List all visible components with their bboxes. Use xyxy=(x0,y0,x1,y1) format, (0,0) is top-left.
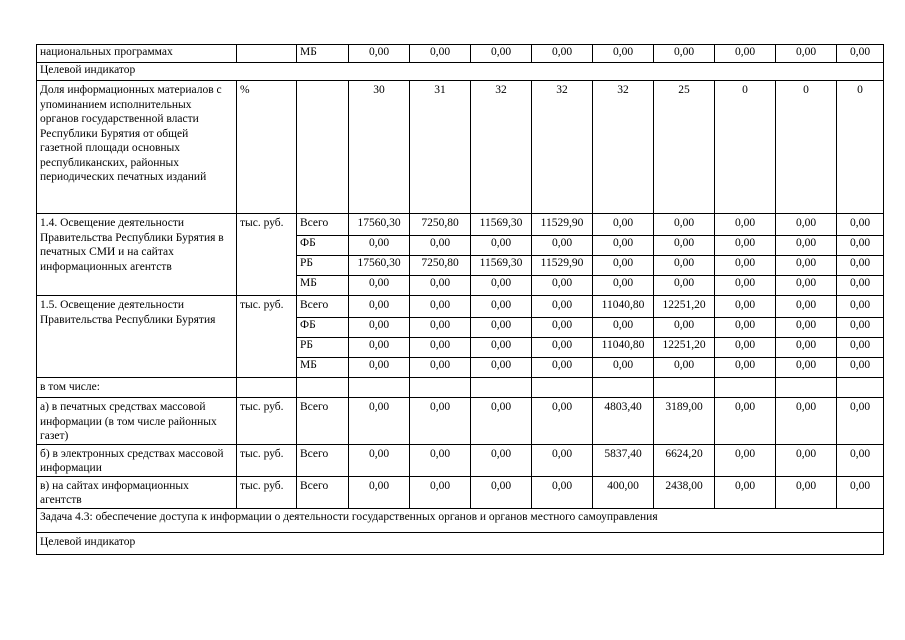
source-cell: РБ xyxy=(297,256,349,276)
value-cell: 0,00 xyxy=(349,318,410,338)
value-cell: 0,00 xyxy=(776,276,837,296)
value-cell: 0,00 xyxy=(349,476,410,508)
source-cell: Всего xyxy=(297,444,349,476)
value-cell: 0,00 xyxy=(532,318,593,338)
value-cell: 0,00 xyxy=(593,236,654,256)
value-cell: 11040,80 xyxy=(593,296,654,318)
value-cell: 0,00 xyxy=(349,296,410,318)
value-cell: 6624,20 xyxy=(654,444,715,476)
table-row xyxy=(37,81,884,214)
value-cell: 0,00 xyxy=(532,476,593,508)
source-cell: ФБ xyxy=(297,318,349,338)
value-cell: 0,00 xyxy=(776,444,837,476)
value-cell: 17560,30 xyxy=(349,256,410,276)
table-body xyxy=(37,45,884,555)
value-cell: 0,00 xyxy=(471,338,532,358)
value-cell: 0,00 xyxy=(715,444,776,476)
value-cell: 0,00 xyxy=(715,476,776,508)
source-cell xyxy=(297,81,349,214)
unit-cell xyxy=(237,378,297,398)
budget-table xyxy=(36,44,884,555)
value-cell: 0,00 xyxy=(837,45,884,63)
value-cell: 0,00 xyxy=(715,318,776,338)
value-cell xyxy=(837,378,884,398)
value-cell: 0,00 xyxy=(837,236,884,256)
value-cell: 0,00 xyxy=(410,276,471,296)
table-row xyxy=(37,378,884,398)
value-cell: 0,00 xyxy=(776,236,837,256)
table-row xyxy=(37,214,884,236)
value-cell: 0,00 xyxy=(837,214,884,236)
unit-cell xyxy=(237,45,297,63)
source-cell: МБ xyxy=(297,45,349,63)
value-cell: 0,00 xyxy=(837,338,884,358)
value-cell: 0,00 xyxy=(471,476,532,508)
value-cell: 400,00 xyxy=(593,476,654,508)
value-cell: 0,00 xyxy=(837,358,884,378)
row-name-cell: 1.5. Освещение деятельности Правительства Республики Бурятия xyxy=(37,296,237,378)
value-cell: 0,00 xyxy=(410,338,471,358)
value-cell: 0,00 xyxy=(410,444,471,476)
value-cell xyxy=(471,378,532,398)
value-cell: 0,00 xyxy=(593,276,654,296)
value-cell: 0,00 xyxy=(715,276,776,296)
value-cell: 0,00 xyxy=(532,444,593,476)
value-cell xyxy=(593,378,654,398)
value-cell: 0,00 xyxy=(654,318,715,338)
value-cell: 0,00 xyxy=(715,45,776,63)
value-cell: 0,00 xyxy=(776,358,837,378)
value-cell: 0,00 xyxy=(776,256,837,276)
table-row xyxy=(37,444,884,476)
value-cell: 0 xyxy=(776,81,837,214)
table-row xyxy=(37,476,884,508)
value-cell: 0,00 xyxy=(776,45,837,63)
value-cell: 11569,30 xyxy=(471,214,532,236)
value-cell: 2438,00 xyxy=(654,476,715,508)
value-cell: 0,00 xyxy=(715,236,776,256)
value-cell: 4803,40 xyxy=(593,398,654,445)
value-cell: 0,00 xyxy=(654,256,715,276)
value-cell: 0,00 xyxy=(410,358,471,378)
value-cell: 0,00 xyxy=(410,45,471,63)
unit-cell: тыс. руб. xyxy=(237,476,297,508)
row-name-cell: 1.4. Освещение деятельности Правительства Республики Бурятия в печатных СМИ и на сайтах информационных агентств xyxy=(37,214,237,296)
value-cell: 0,00 xyxy=(532,358,593,378)
value-cell: 0,00 xyxy=(837,276,884,296)
row-name-cell: б) в электронных средствах массовой информации xyxy=(37,444,237,476)
value-cell: 0,00 xyxy=(349,276,410,296)
value-cell: 0,00 xyxy=(654,276,715,296)
value-cell: 7250,80 xyxy=(410,214,471,236)
value-cell: 12251,20 xyxy=(654,296,715,318)
value-cell: 0,00 xyxy=(471,444,532,476)
value-cell: 0,00 xyxy=(654,45,715,63)
value-cell: 0,00 xyxy=(532,236,593,256)
value-cell: 0,00 xyxy=(593,256,654,276)
value-cell: 0,00 xyxy=(471,236,532,256)
row-name-cell: Доля информационных материалов с упоминанием исполнительных органов государственной власти Республики Бурятия от общей газетной площади основных республиканских, районных периодических печатных изданий xyxy=(37,81,237,214)
value-cell: 0,00 xyxy=(349,444,410,476)
value-cell: 0,00 xyxy=(837,398,884,445)
value-cell: 0,00 xyxy=(837,296,884,318)
value-cell: 32 xyxy=(471,81,532,214)
value-cell: 0 xyxy=(837,81,884,214)
source-cell: Всего xyxy=(297,214,349,236)
value-cell: 0,00 xyxy=(349,398,410,445)
value-cell: 0,00 xyxy=(471,318,532,338)
value-cell: 0,00 xyxy=(471,296,532,318)
value-cell: 0,00 xyxy=(410,318,471,338)
value-cell: 0,00 xyxy=(654,236,715,256)
unit-cell: тыс. руб. xyxy=(237,398,297,445)
value-cell: 0,00 xyxy=(837,256,884,276)
value-cell: 0,00 xyxy=(532,45,593,63)
value-cell xyxy=(410,378,471,398)
value-cell xyxy=(715,378,776,398)
value-cell: 0,00 xyxy=(593,358,654,378)
source-cell: РБ xyxy=(297,338,349,358)
value-cell xyxy=(349,378,410,398)
value-cell: 17560,30 xyxy=(349,214,410,236)
value-cell: 0,00 xyxy=(471,398,532,445)
table-row xyxy=(37,296,884,318)
value-cell: 0,00 xyxy=(593,318,654,338)
value-cell: 0,00 xyxy=(776,476,837,508)
table-row xyxy=(37,63,884,81)
unit-cell: тыс. руб. xyxy=(237,444,297,476)
value-cell: 0,00 xyxy=(715,398,776,445)
value-cell: 0,00 xyxy=(837,318,884,338)
value-cell: 0,00 xyxy=(593,214,654,236)
value-cell: 0,00 xyxy=(654,358,715,378)
value-cell: 0,00 xyxy=(471,276,532,296)
row-name-cell: в) на сайтах информационных агентств xyxy=(37,476,237,508)
value-cell: 0,00 xyxy=(349,236,410,256)
target-indicator-heading: Целевой индикатор xyxy=(37,63,884,81)
value-cell: 5837,40 xyxy=(593,444,654,476)
value-cell: 0,00 xyxy=(715,256,776,276)
value-cell: 0,00 xyxy=(654,214,715,236)
target-indicator-heading: Целевой индикатор xyxy=(37,532,884,554)
value-cell: 0,00 xyxy=(776,338,837,358)
value-cell: 32 xyxy=(532,81,593,214)
table-row xyxy=(37,45,884,63)
value-cell: 0,00 xyxy=(349,358,410,378)
value-cell: 0,00 xyxy=(776,318,837,338)
value-cell: 0,00 xyxy=(715,214,776,236)
value-cell: 0,00 xyxy=(410,236,471,256)
value-cell: 0,00 xyxy=(532,296,593,318)
value-cell: 0,00 xyxy=(837,444,884,476)
value-cell: 11569,30 xyxy=(471,256,532,276)
source-cell: Всего xyxy=(297,296,349,318)
value-cell: 0,00 xyxy=(593,45,654,63)
value-cell: 11529,90 xyxy=(532,214,593,236)
value-cell: 0,00 xyxy=(471,45,532,63)
value-cell: 0,00 xyxy=(532,338,593,358)
value-cell: 3189,00 xyxy=(654,398,715,445)
value-cell: 32 xyxy=(593,81,654,214)
value-cell: 0,00 xyxy=(776,214,837,236)
value-cell: 0,00 xyxy=(715,338,776,358)
value-cell: 0,00 xyxy=(410,296,471,318)
value-cell: 25 xyxy=(654,81,715,214)
source-cell: Всего xyxy=(297,476,349,508)
value-cell: 0 xyxy=(715,81,776,214)
source-cell: МБ xyxy=(297,358,349,378)
value-cell: 0,00 xyxy=(532,276,593,296)
table-row xyxy=(37,508,884,532)
unit-cell: тыс. руб. xyxy=(237,296,297,378)
table-row xyxy=(37,398,884,445)
value-cell: 0,00 xyxy=(837,476,884,508)
value-cell xyxy=(654,378,715,398)
row-name-cell: в том числе: xyxy=(37,378,237,398)
value-cell xyxy=(776,378,837,398)
source-cell: Всего xyxy=(297,398,349,445)
value-cell: 0,00 xyxy=(532,398,593,445)
value-cell: 31 xyxy=(410,81,471,214)
source-cell: ФБ xyxy=(297,236,349,256)
table-row xyxy=(37,532,884,554)
value-cell: 12251,20 xyxy=(654,338,715,358)
task-heading: Задача 4.3: обеспечение доступа к информации о деятельности государственных органов и органов местного самоуправления xyxy=(37,508,884,532)
unit-cell: % xyxy=(237,81,297,214)
value-cell: 0,00 xyxy=(715,296,776,318)
value-cell: 0,00 xyxy=(349,338,410,358)
value-cell: 30 xyxy=(349,81,410,214)
source-cell xyxy=(297,378,349,398)
row-name-cell: а) в печатных средствах массовой информации (в том числе районных газет) xyxy=(37,398,237,445)
value-cell: 0,00 xyxy=(715,358,776,378)
value-cell: 0,00 xyxy=(776,398,837,445)
source-cell: МБ xyxy=(297,276,349,296)
value-cell: 0,00 xyxy=(410,398,471,445)
value-cell: 11529,90 xyxy=(532,256,593,276)
unit-cell: тыс. руб. xyxy=(237,214,297,296)
value-cell: 0,00 xyxy=(410,476,471,508)
value-cell: 0,00 xyxy=(349,45,410,63)
value-cell: 0,00 xyxy=(776,296,837,318)
row-name-cell: национальных программах xyxy=(37,45,237,63)
value-cell: 0,00 xyxy=(471,358,532,378)
value-cell: 7250,80 xyxy=(410,256,471,276)
value-cell xyxy=(532,378,593,398)
value-cell: 11040,80 xyxy=(593,338,654,358)
